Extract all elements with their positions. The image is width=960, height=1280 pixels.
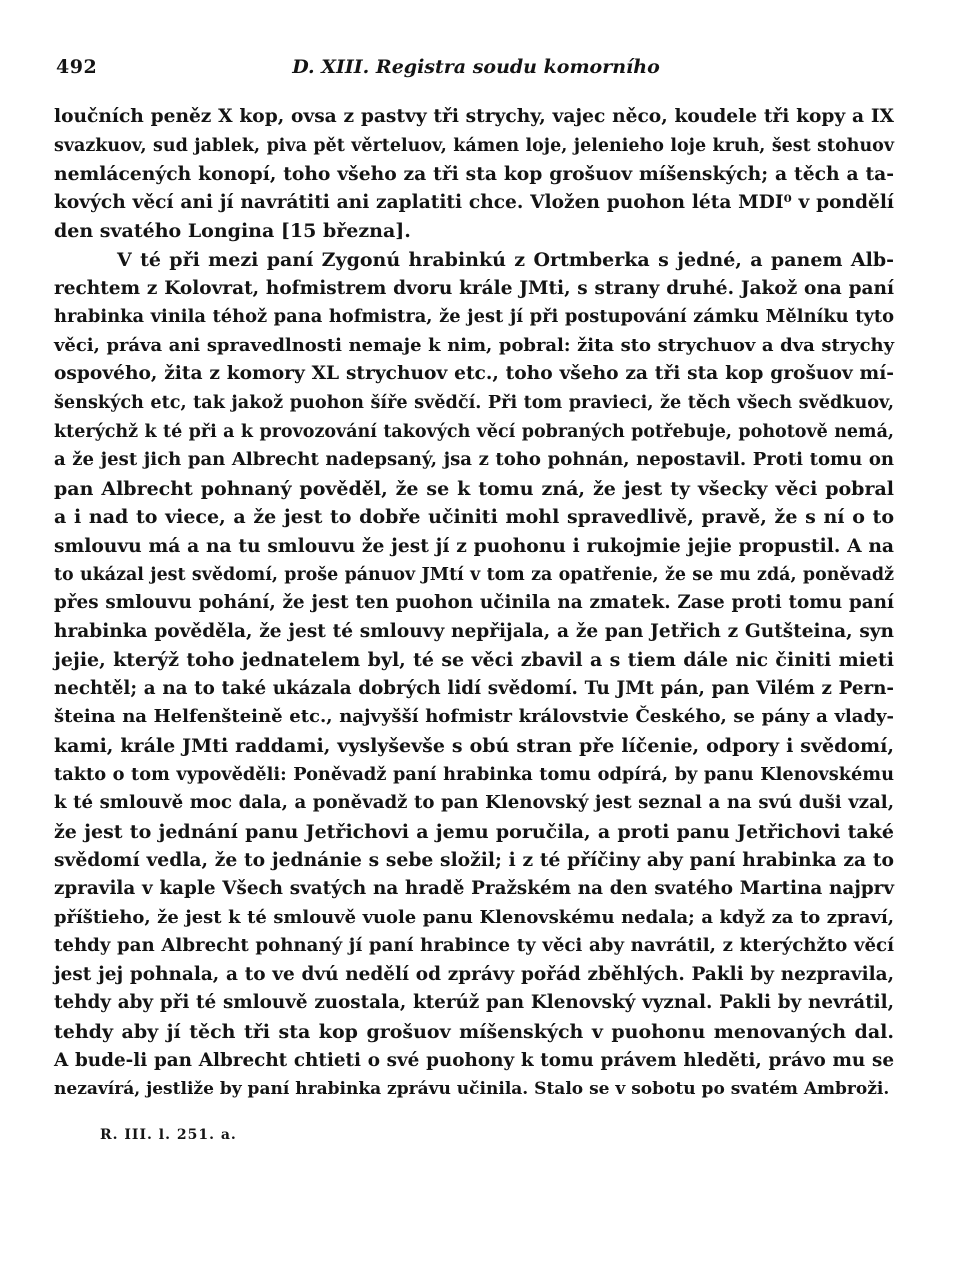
text-line: V té při mezi paní Zygonú hrabinkú z Ortmberka s jedné, a panem Alb- xyxy=(117,248,894,271)
text-line: kami, krále JMti raddami, vyslyševše s obú stran pře líčenie, odpory i svědomí, xyxy=(54,735,894,758)
text-line: a i nad to viece, a že jest to dobře učiniti mohl spravedlivě, pravě, že s ní o to xyxy=(54,506,894,529)
text-line: tehdy pan Albrecht pohnaný jí paní hrabince ty věci aby navrátil, z kterýchžto věcí xyxy=(54,935,894,957)
text-line: jejie, kterýž toho jednatelem byl, té se věci zbavil a s tiem dále nic činiti mieti xyxy=(54,649,894,672)
text-line: příštieho, že jest k té smlouvě vuole panu Klenovskému nedala; a když za to zpraví, xyxy=(54,906,894,928)
text-line: kterýchž k té při a k provozování takových věcí pobraných potřebuje, pohotově nemá, xyxy=(54,421,894,442)
text-line: pan Albrecht pohnaný pověděl, že se k tomu zná, že jest ty všecky věci pobral xyxy=(54,477,894,500)
text-line: den svatého Longina [15 března]. xyxy=(54,220,411,243)
text-line: nechtěl; a na to také ukázala dobrých lidí svědomí. Tu JMt pán, pan Vilém z Pern- xyxy=(54,677,894,699)
source-reference: R. III. l. 251. a. xyxy=(100,1127,237,1143)
page-header xyxy=(56,56,896,86)
text-line: to ukázal jest svědomí, proše pánuov JMtí v tom za opatřenie, že se mu zdá, poněvadž xyxy=(54,564,894,585)
text-line: šenských etc, tak jakož puohon šíře svědčí. Při tom pravieci, že těch všech svědkuov, xyxy=(54,391,894,413)
text-line: nemlácených konopí, toho všeho za tři sta kop grošuov míšenských; a těch a ta- xyxy=(54,163,894,186)
text-line: takto o tom vypověděli: Poněvadž paní hrabinka tomu odpírá, by panu Klenovskému xyxy=(54,763,894,785)
text-line: smlouvu má a na tu smlouvu že jest jí z puohonu i rukojmie jejie propustil. A na xyxy=(54,534,894,557)
text-line: a že jest jich pan Albrecht nadepsaný, jsa z toho pohnán, nepostavil. Proti tomu on xyxy=(54,449,894,471)
text-line: jest jej pohnala, a to ve dvú nedělí od zprávy pořád zběhlých. Pakli by nezpravila, xyxy=(54,963,894,985)
text-line: věci, práva ani spravedlnosti nemaje k nim, pobral: žita sto strychuov a dva strychy xyxy=(54,334,894,356)
body-text xyxy=(54,103,894,1104)
text-line: loučních peněz X kop, ovsa z pastvy tři strychy, vajec něco, koudele tři kopy a IX xyxy=(54,106,894,127)
text-line: svazkuov, sud jablek, piva pět věrteluov, kámen loje, jelenieho loje kruh, šest stohuov xyxy=(54,135,894,156)
text-line: zpravila v kaple Všech svatých na hradě Pražském na den svatého Martina najprv xyxy=(54,878,894,900)
text-line: šteina na Helfenšteině etc., najvyšší hofmistr královstvie Českého, se pány a vlady- xyxy=(54,706,894,728)
text-line: k té smlouvě moc dala, a poněvadž to pan Klenovský jest seznal a na svú duši vzal, xyxy=(54,792,894,814)
text-line: svědomí vedla, že to jednánie s sebe složil; i z té příčiny aby paní hrabinka za to xyxy=(54,849,894,872)
text-line: A bude-li pan Albrecht chtieti o své puohony k tomu právem hleděti, právo mu se xyxy=(54,1049,894,1071)
text-line: rechtem z Kolovrat, hofmistrem dvoru krále JMti, s strany druhé. Jakož ona paní xyxy=(54,277,894,299)
running-head: D. XIII. Registra soudu komorního xyxy=(292,56,660,78)
text-line: nezavírá, jestliže by paní hrabinka zprávu učinila. Stalo se v sobotu po svatém Ambroži. xyxy=(54,1079,890,1100)
text-line: ospového, žita z komory XL strychuov etc., toho všeho za tři sta kop grošuov mí- xyxy=(54,363,894,385)
text-line: že jest to jednání panu Jetřichovi a jemu poručila, a proti panu Jetřichovi také xyxy=(54,820,894,843)
text-line: tehdy aby jí těch tři sta kop grošuov míšenských v puohonu menovaných dal. xyxy=(54,1021,894,1043)
page-number: 492 xyxy=(56,56,98,78)
text-line: hrabinka pověděla, že jest té smlouvy nepřijala, a že pan Jetřich z Gutšteina, syn xyxy=(54,620,894,642)
text-line: přes smlouvu pohání, že jest ten puohon učinila na zmatek. Zase proti tomu paní xyxy=(54,592,894,614)
text-line: kových věcí ani jí navrátiti ani zaplatiti chce. Vložen puohon léta MDI⁰ v pondělí xyxy=(54,191,894,213)
text-line: tehdy aby při té smlouvě zuostala, kterúž pan Klenovský vyznal. Pakli by nevrátil, xyxy=(54,992,894,1014)
text-line: hrabinka vinila téhož pana hofmistra, že jest jí při postupování zámku Mělníku tyto xyxy=(54,306,894,328)
